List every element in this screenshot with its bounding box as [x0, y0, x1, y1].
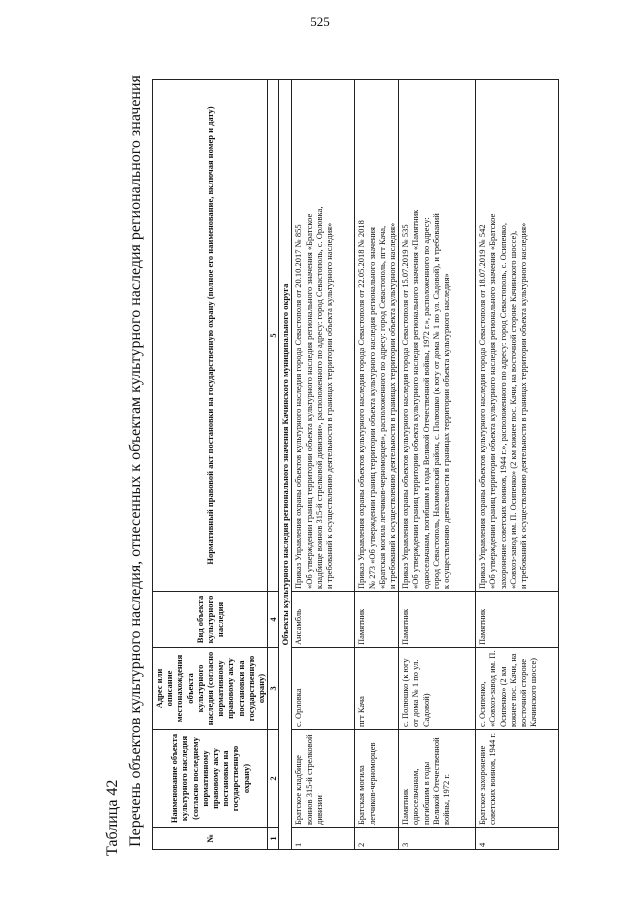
document-title: Перечень объектов культурного наследия, отнесенных к объектам культурного наследия регионального значения: [127, 75, 144, 847]
column-header-type: Вид объекта культурного наследия: [153, 592, 268, 648]
column-header-name: Наименование объекта культурного наследия (согласно последнему нормативному правовому акту постановки на государственную охрану): [153, 730, 268, 828]
object-name: Братское кладбище воинов 315-й стрелковой дивизии: [292, 730, 355, 828]
object-address: с. Полюшко (к югу от дома № 1 по ул. Садовой): [399, 648, 476, 730]
column-number: 4: [268, 592, 279, 648]
object-type: Ансамбль: [292, 592, 355, 648]
legal-act: [476, 80, 559, 592]
legal-act-line: кладбище воинов 315-й стрелковой дивизии», расположенного по адресу: город Севастополь, с. Орловка,: [313, 206, 324, 589]
legal-act-line: захоронение советских воинов, 1944 г.», расположенного по адресу: город Севастополь, с. Осипенко,: [497, 222, 508, 589]
legal-act-line: город Севастополь, Нахимовский район, с. Полюшко (к югу от дома № 1 по ул. Садовой), и требований: [430, 213, 441, 589]
column-header-act: Нормативный правовой акт постановки на государственную охрану (полное его наименование, включая номер и дату): [153, 80, 268, 592]
legal-act-line: и требований к осуществлению деятельности в границах территории объекта культурного наследия»: [517, 222, 528, 589]
table-row: [476, 80, 559, 850]
legal-act: [355, 80, 399, 592]
legal-act-line: Приказ Управления охраны объектов культурного наследия города Севастополя от 22.05.2018 № 2018: [356, 220, 367, 589]
object-type: Памятник: [476, 592, 559, 648]
legal-act: [292, 80, 355, 592]
object-name: Памятник односельчанам, погибшим в годы Великой Отечественной войны, 1972 г.: [399, 730, 476, 828]
row-number: 1: [292, 828, 355, 850]
legal-act: [399, 80, 476, 592]
legal-act-line: «Совхоз-завод им. П. Осипенко» (2 км южнее пос. Качи, на восточной стороне Качинского шоссе),: [507, 230, 518, 589]
legal-act-line: Приказ Управления охраны объектов культурного наследия города Севастополя от 18.07.2019 № 542: [477, 224, 488, 589]
legal-act-line: «Об утверждении границ территории объекта культурного наследия регионального значения «Памятник: [410, 209, 421, 589]
legal-act-line: к осуществлению деятельности в границах территории объекта культурного наследия»: [440, 273, 451, 589]
column-number: 3: [268, 648, 279, 730]
column-header-number: №: [153, 828, 268, 850]
column-number: 1: [268, 828, 279, 850]
legal-act-line: Приказ Управления охраны объектов культурного наследия города Севастополя от 20.10.2017 № 855: [293, 224, 304, 589]
page-number: 525: [310, 14, 330, 29]
table-row: [292, 80, 355, 850]
column-number: 5: [268, 80, 279, 592]
row-number: 3: [399, 828, 476, 850]
row-number: 2: [355, 828, 399, 850]
table-label: Таблица 42: [104, 779, 121, 856]
legal-act-line: «Об утверждении границ территории объекта культурного наследия регионального значения «Братское: [303, 213, 314, 589]
section-title: Объекты культурного наследия регионального значения Качинского муниципального округа: [279, 80, 292, 850]
rotated-content: [98, 56, 539, 876]
heritage-table: [152, 79, 559, 850]
object-type: Памятник: [399, 592, 476, 648]
legal-act-line: и требований к осуществлению деятельности в границах территории объекта культурного наследия»: [387, 222, 397, 589]
legal-act-line: Приказ Управления охраны объектов культурного наследия города Севастополя от 15.07.2019 № 535: [400, 224, 411, 589]
object-name: Братское захоронение советских воинов, 1944 г.: [476, 730, 559, 828]
row-number: 4: [476, 828, 559, 850]
table-row: [355, 80, 399, 850]
legal-act-line: односельчанам, погибшим в годы Великой Отечественной войны, 1972 г.», расположенного по адресу:: [420, 217, 431, 589]
object-address: с. Орловка: [292, 648, 355, 730]
column-header-address: Адрес или описание местонахождения объекта культурного наследия (согласно нормативному правовому акту постановки на государственную охрану): [153, 648, 268, 730]
header-row: [153, 80, 268, 850]
table-row: [399, 80, 476, 850]
object-address: с. Осипенко, «Совхоз-завод им. П. Осипенко» (2 км южнее пос. Качи, на восточной стороне Качинского шоссе): [476, 648, 559, 730]
legal-act-line: «Об утверждении границ территории объекта культурного наследия регионального значения «Братское: [487, 213, 498, 589]
section-row: [279, 80, 292, 850]
object-address: пгт Кача: [355, 648, 399, 730]
column-number: 2: [268, 730, 279, 828]
legal-act-line: и требований к осуществлению деятельности в границах территории объекта культурного наследия»: [324, 222, 334, 589]
legal-act-line: «Братская могила летчиков-черноморцев», расположенного по адресу: город Севастополь, пгт Кача,: [376, 225, 387, 589]
object-type: Памятник: [355, 592, 399, 648]
column-number-row: [268, 80, 279, 850]
object-name: Братская могила летчиков-черноморцев: [355, 730, 399, 828]
legal-act-line: № 273 «Об утверждении границ территории объекта культурного наследия регионального значения: [366, 227, 377, 589]
